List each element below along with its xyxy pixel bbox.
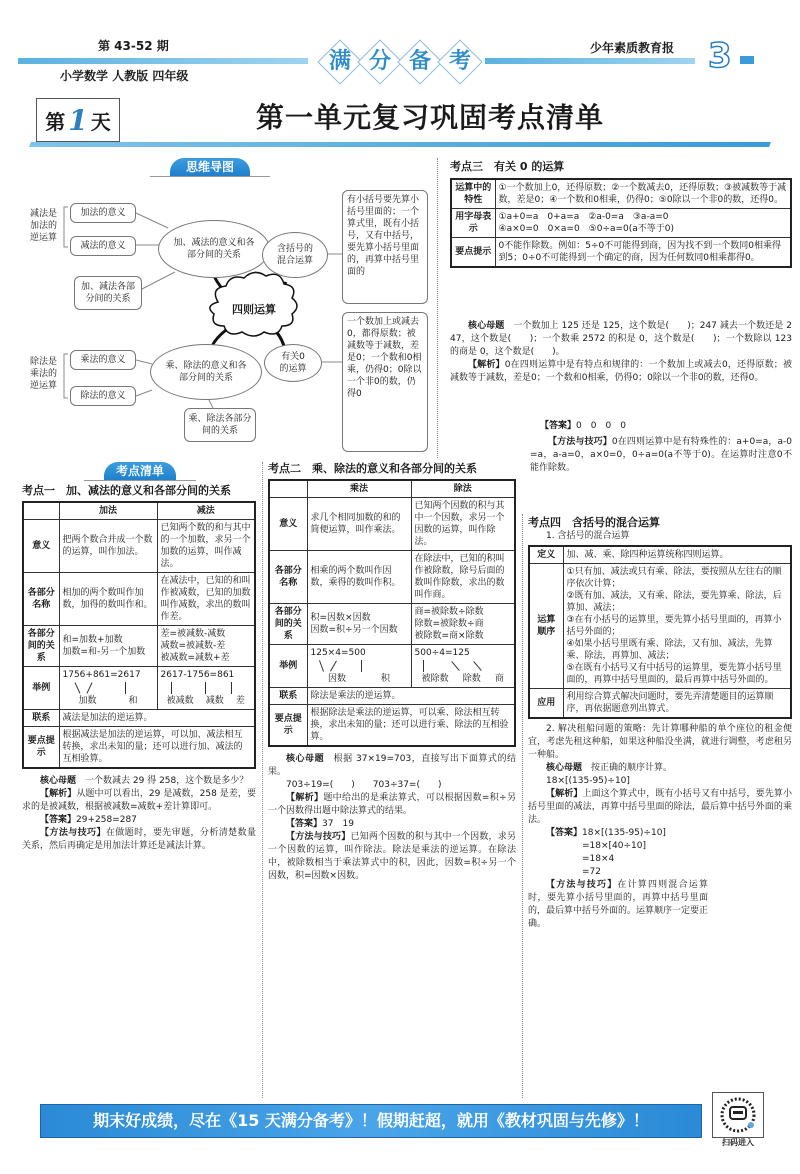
arrow — [473, 661, 481, 671]
qr-icon — [713, 1093, 763, 1137]
answer-step: =72 — [582, 867, 601, 877]
mindmap-zero-note: 一个数加上或减去0，都得原数；被减数等于减数，差是0；一个数和0相乘，仍得0；0除以一个非0的数，仍得0 — [342, 312, 428, 452]
issue-number: 第 43-52 期 — [98, 39, 169, 53]
order-item: ①只有加、减法或只有乘、除法，要按照从左往右的顺序依次计算； — [566, 567, 782, 589]
row-label: 各部分名称 — [269, 551, 307, 604]
point4-block — [528, 516, 792, 931]
column-header — [269, 480, 307, 498]
row-label: 要点提示 — [23, 727, 59, 769]
core-label: 核心母题 — [40, 776, 77, 786]
table-header-row — [23, 502, 255, 520]
mindmap-addsub-parts: 加、减法各部分间的关系 — [74, 276, 142, 310]
formula-line: ④a×0=0 0×a=0 ⑤0÷a=0(a不等于0) — [498, 224, 675, 234]
cell: 把两个数合并成一个数的运算，叫作加法。 — [59, 520, 157, 573]
arrow — [74, 682, 80, 693]
header-rule-right — [485, 58, 695, 64]
row-label: 用字母表示 — [451, 209, 495, 238]
table-row — [23, 710, 255, 727]
exercise: 703÷19=( ) — [286, 780, 355, 790]
point4-answer — [528, 827, 792, 840]
point4-sub2: 2. 解决租船问题的策略：先计算哪种船的单个座位的租金便宜，考虑先租这种船，如果这种船没坐满，就进行调整，考虑租另一种船。 — [528, 724, 792, 760]
table-row — [269, 688, 515, 705]
page-number: 3 — [708, 36, 732, 76]
analysis-label: 【解析】 — [546, 789, 583, 799]
point4-method — [528, 879, 708, 931]
mindmap-muldiv-parts: 乘、除法各部分间的关系 — [184, 408, 256, 442]
row-label: 应用 — [529, 689, 563, 719]
column-header: 乘法 — [307, 480, 411, 498]
mindmap-muldiv-node: 乘、除法的意义和各部分间的关系 — [150, 344, 262, 400]
row-label: 各部分名称 — [23, 573, 59, 626]
answer-label: 【答案】 — [40, 815, 77, 825]
analysis-text: 0在四则运算中是有特点和规律的：一个数加上或减去0，还得原数；被减数等于减数，差是0；一个数和0相乘，仍得0；0除以一个非0的数，还得0。 — [450, 360, 792, 383]
mindmap-mul-meaning: 乘法的意义 — [70, 350, 136, 370]
exercise: 703÷37=( ) — [372, 780, 442, 790]
promo-banner: 期末好成绩，尽在《15 天满分备考》！假期赶超，就用《教材巩固与先修》！ — [40, 1104, 702, 1138]
table-row — [451, 238, 791, 268]
point1-table — [22, 501, 256, 769]
core-text: 一个数减去 29 得 258，这个数是多少？ — [85, 776, 249, 786]
answer-text: 29+258=287 — [76, 815, 137, 825]
point2-analysis — [268, 792, 516, 818]
table-row — [23, 667, 255, 710]
arrow — [231, 682, 232, 694]
example-label: 差 — [235, 696, 245, 706]
masthead-char: 分 — [368, 49, 391, 74]
mindmap-add-meaning: 加法的意义 — [70, 203, 136, 223]
table-row — [23, 520, 255, 573]
point1-block — [22, 484, 256, 853]
example-expr: 125×4=500 — [310, 648, 366, 658]
masthead-char: 满 — [328, 49, 351, 74]
method-label: 【方法与技巧】 — [546, 880, 618, 890]
cell: 已知两个数的和与其中的一个加数，求另一个加数的运算，叫作减法。 — [157, 520, 255, 573]
column-header: 减法 — [157, 502, 255, 520]
arrow — [125, 682, 126, 694]
relation: 被除数=商×除数 — [414, 631, 484, 641]
example-label: 被除数 — [421, 674, 449, 684]
row-label: 要点提示 — [451, 238, 495, 268]
mindmap-sub-meaning: 减法的意义 — [70, 236, 136, 256]
cell: 加、减、乘、除四种运算统称四则运算。 — [563, 546, 791, 564]
method-text: 0在四则运算中是有特殊性的：a+0=a，a-0=a，a-a=0，a×0=0，0÷a=0(a不等于0)。在运算时注意0不能作除数。 — [530, 437, 792, 473]
example-arrows — [415, 659, 512, 673]
row-label: 联系 — [23, 710, 59, 727]
example-arrows — [311, 659, 408, 673]
example-expr: 2617-1756=861 — [160, 670, 235, 680]
method-label: 【方法与技巧】 — [40, 828, 106, 838]
order-item: ⑤在既有小括号又有中括号的运算里，要先算小括号里面的，再算中括号里面的，最后再算中括号外面的。 — [566, 663, 782, 685]
row-label: 定义 — [529, 546, 563, 564]
relation: 因数=积÷另一个因数 — [310, 625, 398, 635]
table-row — [23, 626, 255, 667]
page-title: 第一单元复习巩固考点清单 — [255, 101, 604, 134]
subject-label: 小学数学 人教版 四年级 — [60, 69, 189, 83]
method-label: 【方法与技巧】 — [548, 437, 612, 447]
page-number-dash — [740, 56, 754, 64]
point1-heading: 考点一 加、减法的意义和各部分间的关系 — [22, 484, 231, 497]
relation: 商=被除数÷除数 — [414, 607, 484, 617]
row-label: 联系 — [269, 688, 307, 705]
point3-table — [450, 178, 792, 268]
example-label: 被减数 — [166, 696, 194, 706]
point2-exercises — [268, 779, 516, 792]
formula-line: ①a+0=a 0+a=a ②a-0=a ③a-a=0 — [498, 212, 669, 222]
order-item: ④如果小括号里既有乘、除法，又有加、减法，先算乘、除法，再算加、减法； — [566, 639, 773, 661]
row-label: 举例 — [23, 667, 59, 710]
table-row — [529, 564, 791, 689]
answer-text: 0 0 0 0 — [576, 421, 626, 431]
table-row — [451, 209, 791, 238]
point1-answer — [22, 814, 256, 827]
answer-label: 【答案】 — [540, 421, 577, 431]
connector — [136, 390, 152, 396]
core-text: 按正确的顺序计算。 — [591, 763, 673, 773]
core-label: 核心母题 — [546, 763, 583, 773]
arrow — [361, 660, 362, 672]
table-row — [23, 727, 255, 769]
masthead-char: 考 — [448, 49, 471, 74]
point3-analysis — [450, 359, 792, 385]
column-divider — [522, 514, 523, 1098]
core-label: 核心母题 — [286, 754, 325, 764]
row-label: 运算顺序 — [529, 564, 563, 689]
analysis-text: 题中给出的是乘法算式，可以根据因数=积÷另一个因数得出题中除法算式的结果。 — [268, 793, 516, 816]
connector — [136, 213, 168, 228]
point2-table — [268, 479, 516, 747]
connector — [136, 360, 152, 364]
example-label: 和 — [128, 696, 138, 706]
table-row — [529, 546, 791, 564]
point3-heading: 考点三 有关 0 的运算 — [450, 160, 565, 173]
example-expr: 1756+861=2617 — [62, 670, 141, 680]
method-text: 在做题时，要先审题，分析清楚数量关系，然后再确定是用加法计算还是减法计算。 — [22, 828, 256, 851]
arrow — [86, 682, 92, 693]
row-label: 意义 — [23, 520, 59, 573]
cell: 利用综合算式解决问题时，要先弄清楚题目的运算顺序，再依据题意列出算式。 — [563, 689, 791, 719]
arrow — [451, 661, 459, 671]
mindmap-addsub-side: 减法是加法的逆运算 — [30, 209, 58, 243]
example-arrows — [161, 681, 252, 695]
column-divider — [437, 158, 438, 458]
relation: 被减数=减数+差 — [160, 653, 230, 663]
point1-method — [22, 827, 256, 853]
method-text: 在计算四则混合运算时，要先算小括号里面的，再算中括号里面的，最后算中括号外面的。运算顺序一定要正确。 — [528, 880, 709, 929]
point3-answer — [540, 420, 790, 433]
masthead-char: 备 — [408, 49, 431, 74]
cell: 除法是乘法的逆运算。 — [307, 688, 515, 705]
point4-heading: 考点四 含括号的混合运算 — [528, 516, 660, 529]
point4-core — [528, 762, 792, 775]
example-label: 减数 — [205, 696, 224, 706]
point2-core — [268, 753, 516, 779]
answer-label: 【答案】 — [546, 828, 583, 838]
point3-core — [450, 320, 792, 359]
answer-text: 37 19 — [322, 819, 354, 829]
answer-step: =18×4 — [582, 854, 615, 864]
bracket — [64, 354, 68, 398]
row-label: 运算中的特性 — [451, 179, 495, 209]
relation: 加数=和-另一个加数 — [62, 647, 146, 657]
table-row — [451, 179, 791, 209]
qr-label: 扫码进入 — [722, 1138, 754, 1147]
method-label: 【方法与技巧】 — [286, 832, 351, 842]
example-label: 加数 — [78, 696, 97, 706]
cell: 减法是加法的逆运算。 — [59, 710, 255, 727]
mindmap-div-meaning: 除法的意义 — [70, 386, 136, 406]
point4-table — [528, 545, 792, 719]
answer-label: 【答案】 — [286, 819, 323, 829]
mindmap-muldiv-side: 除法是乘法的逆运算 — [30, 357, 58, 391]
arrow — [318, 660, 323, 672]
arrow — [330, 661, 337, 672]
example-label: 商 — [494, 674, 504, 684]
cell: 相加的两个数叫作加数，加得的数叫作和。 — [59, 573, 157, 626]
core-text: 一个数加上 125 还是 125，这个数是( )；247 减去一个数还是 247，这个数是( )；一个数乘 2572 的积是 0，这个数是( )；一个数除以 123 的商是 0，这个数是( )。 — [450, 321, 792, 357]
mindmap-brackets-note: 有小括号要先算小括号里面的；一个算式里，既有小括号，又有中括号，要先算小括号里面的，再算中括号里面的 — [342, 190, 428, 304]
relation: 和=加数+加数 — [62, 635, 123, 645]
cell: 在减法中，已知的和叫作被减数，已知的加数叫作减数，求出的数叫作差。 — [157, 573, 255, 626]
row-label: 意义 — [269, 498, 307, 551]
point2-method — [268, 831, 516, 883]
example-label: 积 — [380, 674, 390, 684]
point4-analysis — [528, 788, 792, 827]
row-text: 0不能作除数。例如：5÷0不可能得到商，因为找不到一个数同0相乘得到5；0÷0不可能得到一个确定的商，因为任何数同0相乘都得0。 — [495, 238, 791, 268]
column-header — [23, 502, 59, 520]
answer-step: =18×[40÷10] — [582, 841, 647, 851]
cell: 已知两个因数的积与其中一个因数，求另一个因数的运算，叫作除法。 — [411, 498, 515, 551]
column-divider — [262, 462, 263, 1098]
column-header: 除法 — [411, 480, 515, 498]
cell: 根据减法是加法的逆运算，可以加、减法相互转换，求出未知的量；还可以进行加、减法的互相验算。 — [59, 727, 255, 769]
arrow — [423, 660, 424, 672]
column-header: 加法 — [59, 502, 157, 520]
arrow — [171, 682, 172, 694]
table-row — [269, 498, 515, 551]
row-label: 各部分间的关系 — [269, 604, 307, 645]
example-label: 除数 — [462, 674, 481, 684]
order-item: ②既有加、减法，又有乘、除法，要先算乘、除法，后算加、减法； — [566, 591, 782, 613]
table-header-row — [269, 480, 515, 498]
table-row — [269, 645, 515, 688]
point3-text-block — [450, 320, 792, 385]
row-label: 要点提示 — [269, 705, 307, 747]
relation: 积=因数×因数 — [310, 613, 371, 623]
relation: 差=被减数-减数 — [160, 629, 226, 639]
checklist-tab-line — [84, 480, 196, 481]
day-prefix: 第 — [45, 109, 66, 134]
table-row — [23, 573, 255, 626]
point4-expression: 18×[(135-95)÷10] — [546, 776, 630, 786]
cell: 求几个相同加数的和的简便运算，叫作乘法。 — [307, 498, 411, 551]
arrow — [205, 682, 206, 694]
row-label: 举例 — [269, 645, 307, 688]
core-text: 根据 37×19=703，直接写出下面算式的结果。 — [268, 754, 516, 777]
mindmap-zero-node: 有关0的运算 — [264, 344, 322, 382]
cell: 在除法中，已知的积叫作被除数，除号后面的数叫作除数，求出的数叫作商。 — [411, 551, 515, 604]
bracket — [64, 207, 68, 247]
day-number: 1 — [68, 103, 88, 137]
example-arrows — [63, 681, 154, 695]
row-label: 各部分间的关系 — [23, 626, 59, 667]
point4-sub1: 1. 含括号的混合运算 — [546, 531, 630, 541]
mindmap-center: 四则运算 — [232, 303, 276, 316]
mindmap-tab: 思维导图 — [170, 158, 250, 176]
point1-core — [22, 775, 256, 788]
analysis-text: 上面这个算式中，既有小括号又有中括号，要先算小括号里面的减法，再算中括号里面的除法，最后算中括号外面的乘法。 — [528, 789, 792, 825]
newspaper-name: 少年素质教育报 — [590, 41, 675, 55]
day-suffix: 天 — [90, 109, 111, 134]
point2-answer — [268, 818, 516, 831]
table-row — [529, 689, 791, 719]
order-item: ③在有小括号的运算里，要先算小括号里面的，再算小括号外面的； — [566, 615, 782, 637]
analysis-text: 从题中可以看出，29 是减数，258 是差，要求的是被减数，根据被减数=减数+差计算即可。 — [22, 789, 256, 812]
mindmap-addsub-node: 加、减法的意义和各部分间的关系 — [158, 220, 270, 278]
cell: 相乘的两个数叫作因数，乘得的数叫作积。 — [307, 551, 411, 604]
table-row — [269, 705, 515, 747]
checklist-tab: 考点清单 — [104, 462, 176, 480]
analysis-label: 【解析】 — [286, 793, 324, 803]
relation: 除数=被除数÷商 — [414, 619, 484, 629]
row-text: ①一个数加上0，还得原数；②一个数减去0，还得原数；③被减数等于减数，差是0；④一个数和0相乘，仍得0；⑤0除以一个非0的数，还得0。 — [495, 179, 791, 209]
point1-analysis — [22, 788, 256, 814]
analysis-label: 【解析】 — [468, 360, 505, 370]
cell: 根据除法是乘法的逆运算，可以乘、除法相互转换，求出未知的量；还可以进行乘、除法的互相验算。 — [307, 705, 515, 747]
table-row — [269, 604, 515, 645]
core-label: 核心母题 — [468, 321, 505, 331]
qr-code[interactable] — [712, 1092, 764, 1138]
point2-block — [268, 462, 516, 883]
point3-method — [530, 436, 792, 475]
relation: 减数=被减数-差 — [160, 641, 226, 651]
mindmap-brackets-node: 含括号的混合运算 — [262, 232, 328, 278]
example-expr: 500÷4=125 — [414, 648, 470, 658]
answer-step: 18×[(135-95)÷10] — [582, 828, 666, 838]
analysis-label: 【解析】 — [40, 789, 77, 799]
method-text: 已知两个因数的积与其中一个因数，求另一个因数的运算，叫作除法。除法是乘法的逆运算。在除法中，被除数相当于乘法算式中的积，因此，因数=积÷另一个因数，积=因数×因数。 — [268, 832, 516, 881]
point2-heading: 考点二 乘、除法的意义和各部分间的关系 — [268, 462, 477, 475]
example-label: 因数 — [327, 674, 346, 684]
table-row — [269, 551, 515, 604]
connector — [140, 272, 175, 290]
